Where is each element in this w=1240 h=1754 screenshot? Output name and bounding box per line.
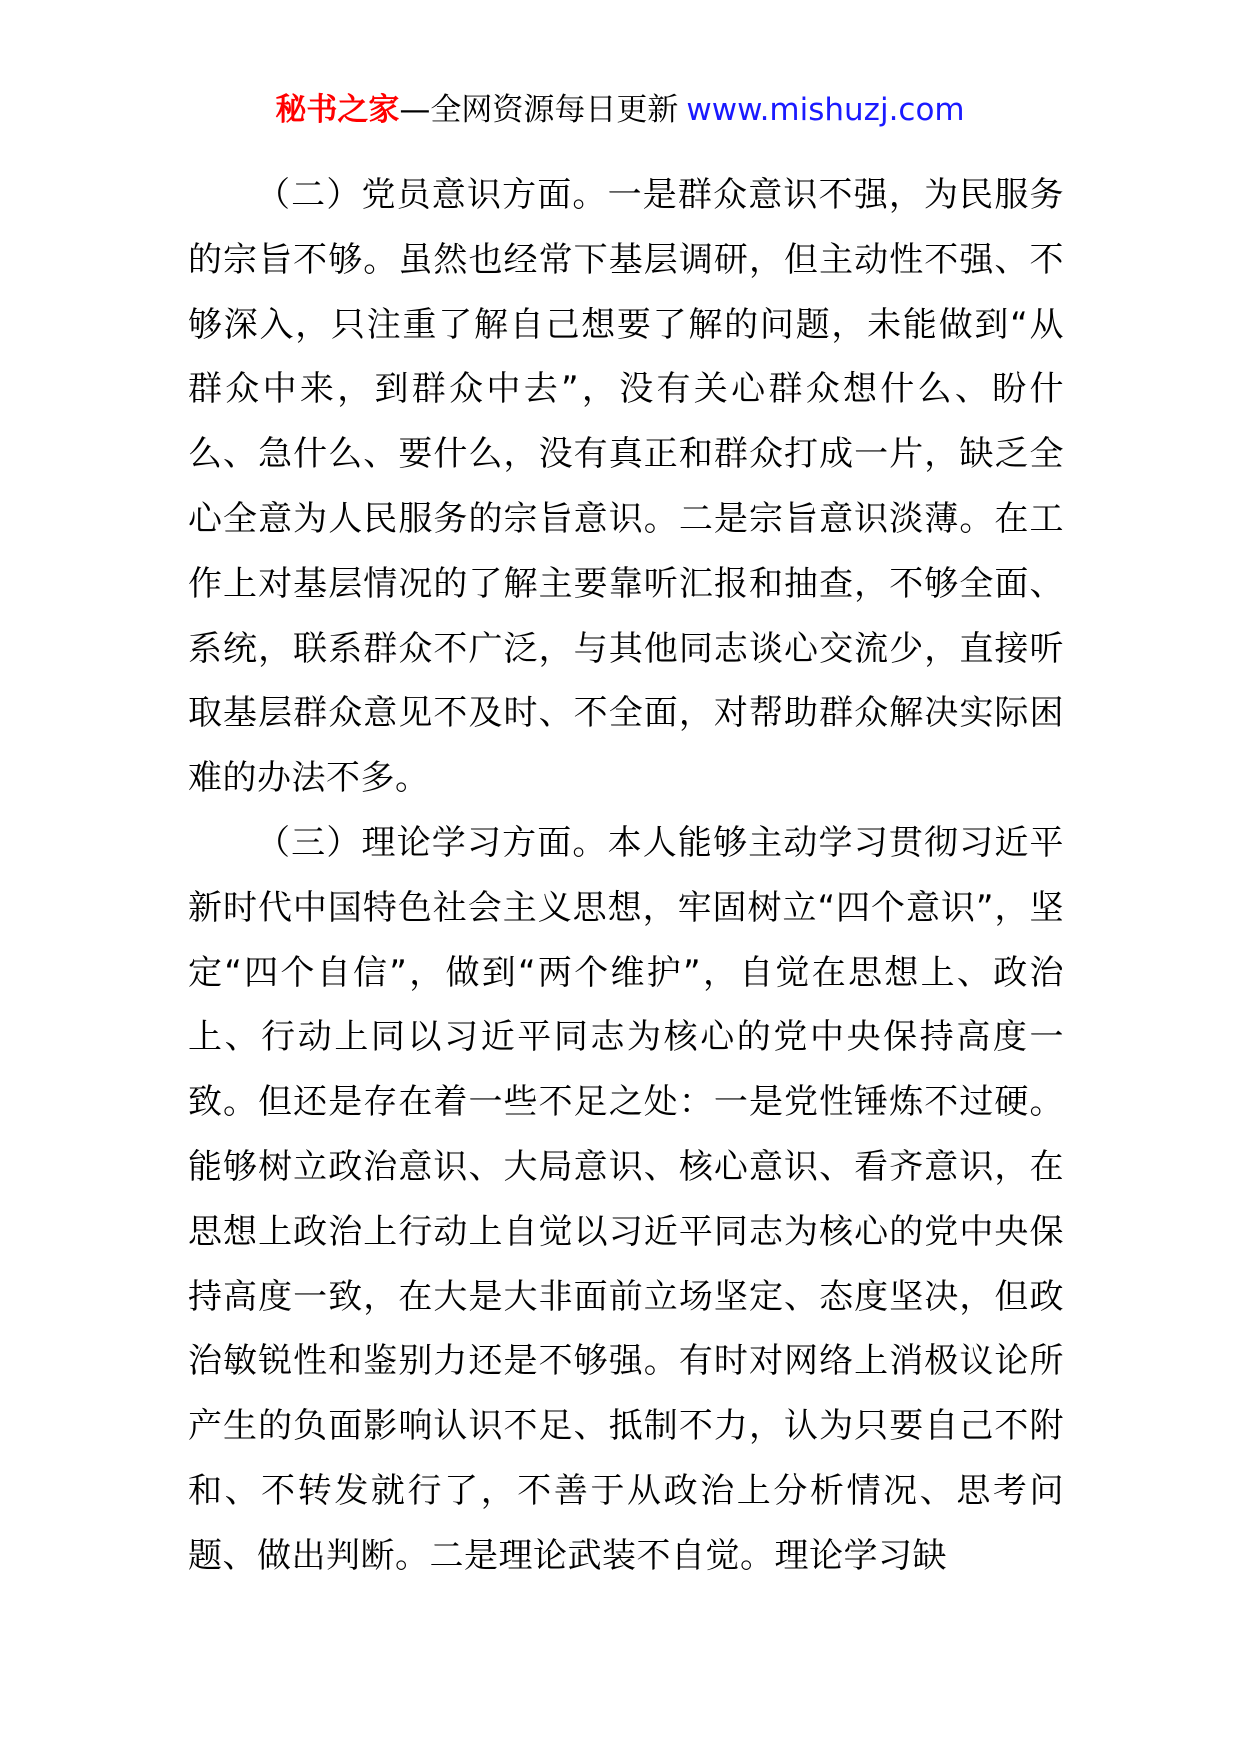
- site-header: [0, 88, 1240, 132]
- site-url[interactable]: www.mishuzj.com: [686, 92, 965, 128]
- document-body: [188, 163, 1064, 1589]
- paragraph-party-awareness: （二）党员意识方面。一是群众意识不强，为民服务的宗旨不够。虽然也经常下基层调研，但主动性不强、不够深入，只注重了解自己想要了解的问题，未能做到“从群众中来，到群众中去”，没有关心群众想什么、盼什么、急什么、要什么，没有真正和群众打成一片，缺乏全心全意为人民服务的宗旨意识。二是宗旨意识淡薄。在工作上对基层情况的了解主要靠听汇报和抽查，不够全面、系统，联系群众不广泛，与其他同志谈心交流少，直接听取基层群众意见不及时、不全面，对帮助群众解决实际困难的办法不多。: [188, 175, 1064, 799]
- paragraph-theory-study: （三）理论学习方面。本人能够主动学习贯彻习近平新时代中国特色社会主义思想，牢固树立“四个意识”，坚定“四个自信”，做到“两个维护”，自觉在思想上、政治上、行动上同以习近平同志为核心的党中央保持高度一致。但还是存在着一些不足之处：一是党性锤炼不过硬。能够树立政治意识、大局意识、核心意识、看齐意识，在思想上政治上行动上自觉以习近平同志为核心的党中央保持高度一致，在大是大非面前立场坚定、态度坚决，但政治敏锐性和鉴别力还是不够强。有时对网络上消极议论所产生的负面影响认识不足、抵制不力，认为只要自己不附和、不转发就行了，不善于从政治上分析情况、思考问题、做出判断。二是理论武装不自觉。理论学习缺: [188, 822, 1064, 1576]
- header-tagline: —全网资源每日更新: [399, 92, 679, 128]
- brand-name: 秘书之家: [275, 92, 400, 128]
